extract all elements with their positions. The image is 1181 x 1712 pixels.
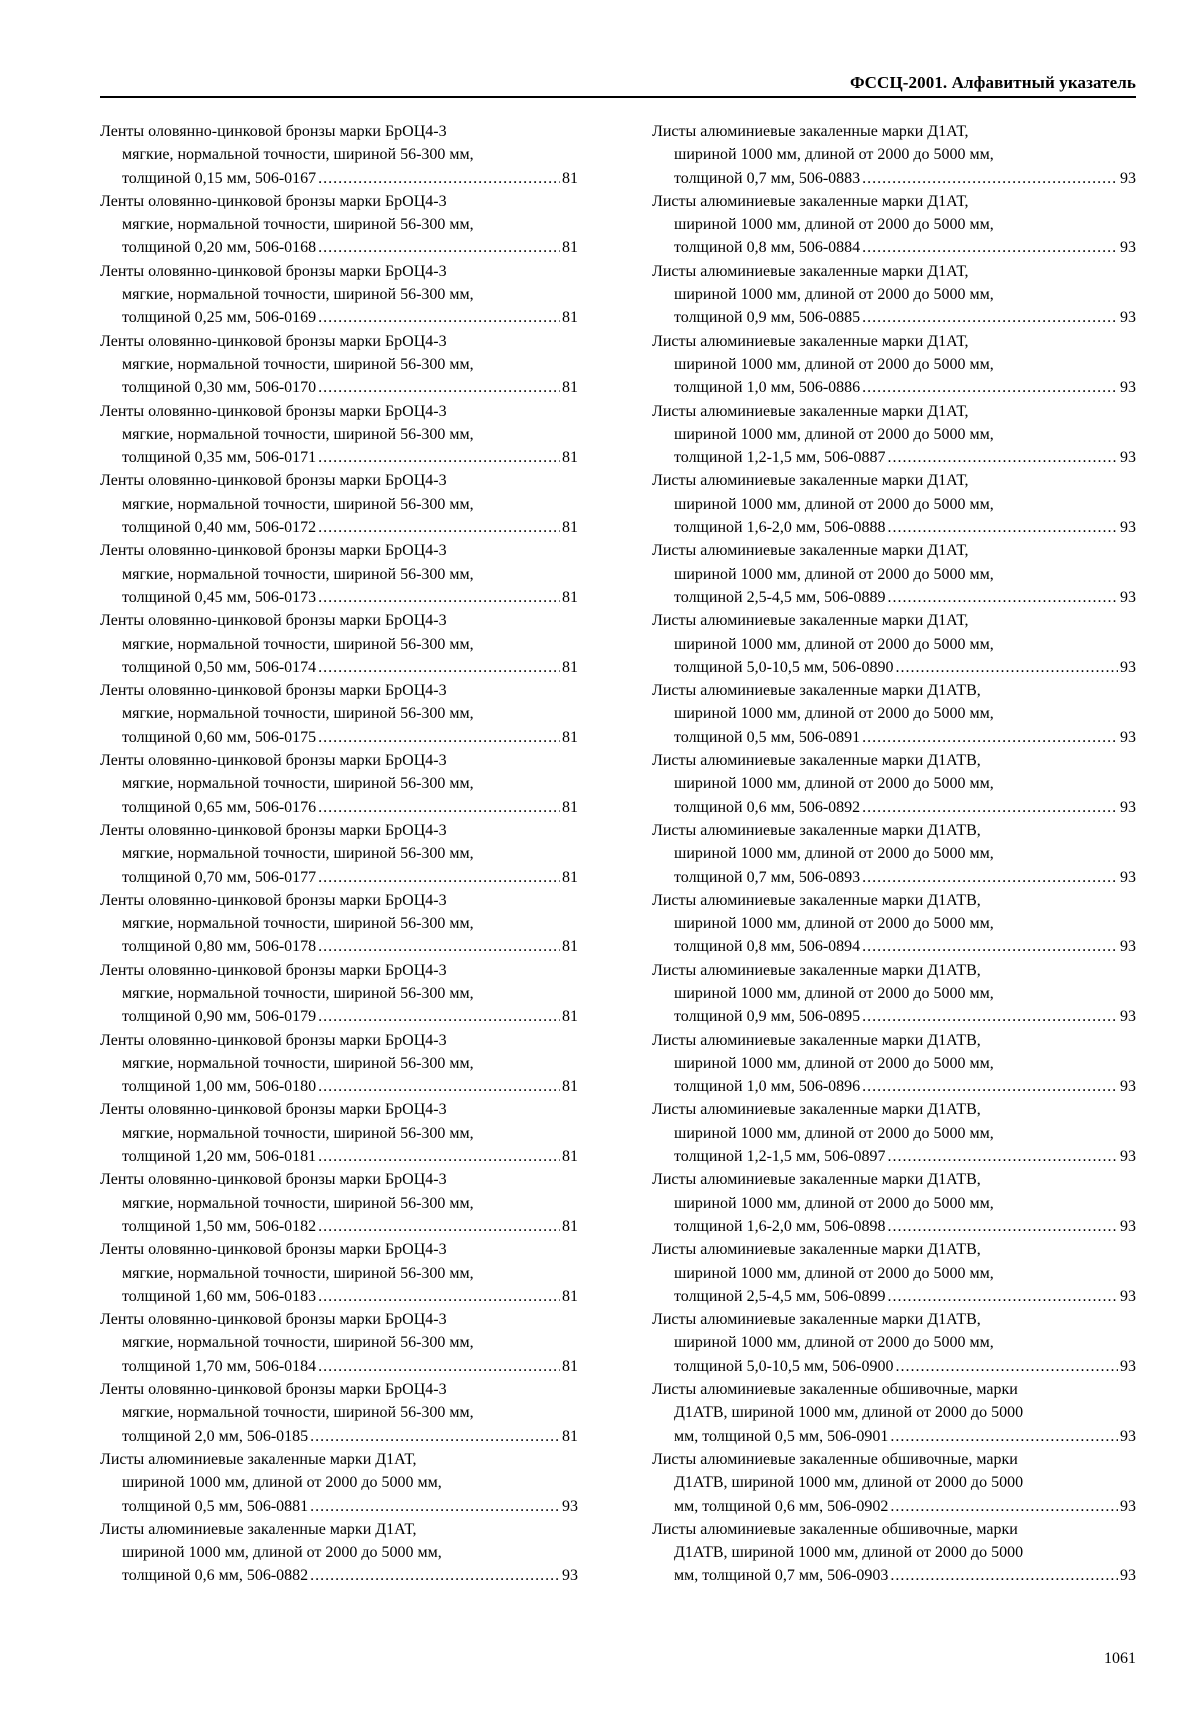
entry-line-3: [100, 1075, 578, 1098]
entry-page-ref: 93: [1120, 239, 1136, 257]
index-entry: [652, 1308, 1136, 1378]
index-entry: [100, 120, 578, 190]
dot-leader: [895, 1355, 1118, 1378]
entry-code: толщиной 0,60 мм, 506-0175: [122, 728, 317, 746]
dot-leader: [318, 726, 560, 749]
index-entry: [100, 400, 578, 470]
entry-code: толщиной 0,65 мм, 506-0176: [122, 798, 317, 816]
entry-line-1: Ленты оловянно-цинковой бронзы марки БрОЦ4-3: [100, 752, 447, 770]
entry-line-2: мягкие, нормальной точности, шириной 56-300 мм,: [122, 495, 474, 513]
entry-code: толщиной 1,6-2,0 мм, 506-0888: [674, 519, 886, 537]
entry-line-1: Листы алюминиевые закаленные марки Д1АТВ,: [652, 1171, 981, 1189]
dot-leader: [310, 1425, 560, 1448]
entry-page-ref: 93: [1120, 519, 1136, 537]
entry-code: толщиной 2,0 мм, 506-0185: [122, 1427, 309, 1445]
entry-code: толщиной 1,50 мм, 506-0182: [122, 1217, 317, 1235]
entry-line-1: Листы алюминиевые закаленные марки Д1АТ,: [652, 192, 969, 210]
entry-page-ref: 93: [1120, 1497, 1136, 1515]
entry-page-ref: 93: [1120, 1008, 1136, 1026]
entry-line-3: [100, 376, 578, 399]
index-entry: [652, 1448, 1136, 1518]
entry-line-1: Листы алюминиевые закаленные обшивочные, марки: [652, 1381, 1018, 1399]
index-entry: [652, 260, 1136, 330]
index-entry: [652, 609, 1136, 679]
entry-line-3: [652, 1145, 1136, 1168]
entry-line-2: мягкие, нормальной точности, шириной 56-300 мм,: [122, 146, 474, 164]
entry-page-ref: 93: [1120, 1427, 1136, 1445]
entry-page-ref: 93: [1120, 1567, 1136, 1585]
entry-line-2: шириной 1000 мм, длиной от 2000 до 5000 мм,: [674, 216, 994, 234]
entry-line-2: шириной 1000 мм, длиной от 2000 до 5000 мм,: [674, 1194, 994, 1212]
entry-page-ref: 93: [562, 1567, 578, 1585]
index-entry: [100, 190, 578, 260]
entry-line-3: [652, 236, 1136, 259]
dot-leader: [318, 306, 560, 329]
entry-line-2: мягкие, нормальной точности, шириной 56-300 мм,: [122, 845, 474, 863]
entry-code: толщиной 0,7 мм, 506-0893: [674, 868, 861, 886]
entry-code: толщиной 0,90 мм, 506-0179: [122, 1008, 317, 1026]
dot-leader: [862, 167, 1118, 190]
entry-code: толщиной 2,5-4,5 мм, 506-0899: [674, 1287, 886, 1305]
entry-line-3: [652, 446, 1136, 469]
entry-line-3: [652, 866, 1136, 889]
entry-page-ref: 81: [562, 1217, 578, 1235]
index-entry: [652, 959, 1136, 1029]
entry-line-1: Листы алюминиевые закаленные марки Д1АТ,: [100, 1450, 417, 1468]
entry-code: толщиной 0,8 мм, 506-0894: [674, 938, 861, 956]
entry-line-1: Листы алюминиевые закаленные марки Д1АТ,: [652, 332, 969, 350]
dot-leader: [310, 1564, 560, 1587]
entry-line-2: мягкие, нормальной точности, шириной 56-300 мм,: [122, 425, 474, 443]
index-entry: [652, 190, 1136, 260]
dot-leader: [318, 866, 560, 889]
index-entry: [100, 819, 578, 889]
entry-line-1: Ленты оловянно-цинковой бронзы марки БрОЦ4-3: [100, 821, 447, 839]
entry-line-2: шириной 1000 мм, длиной от 2000 до 5000 мм,: [674, 286, 994, 304]
dot-leader: [862, 236, 1118, 259]
entry-line-1: Листы алюминиевые закаленные марки Д1АТВ,: [652, 1241, 981, 1259]
dot-leader: [862, 726, 1118, 749]
index-entry: [100, 1168, 578, 1238]
entry-line-3: [100, 446, 578, 469]
entry-line-1: Ленты оловянно-цинковой бронзы марки БрОЦ4-3: [100, 1311, 447, 1329]
header-title: ФССЦ-2001. Алфавитный указатель: [849, 73, 1136, 92]
entry-code: толщиной 0,15 мм, 506-0167: [122, 169, 317, 187]
entry-code: толщиной 0,80 мм, 506-0178: [122, 938, 317, 956]
index-entry: [652, 1098, 1136, 1168]
entry-line-2: шириной 1000 мм, длиной от 2000 до 5000 мм,: [674, 1334, 994, 1352]
entry-page-ref: 81: [562, 1148, 578, 1166]
entry-line-2: шириной 1000 мм, длиной от 2000 до 5000 мм,: [674, 705, 994, 723]
entry-page-ref: 93: [1120, 379, 1136, 397]
index-entry: [652, 749, 1136, 819]
entry-line-2: шириной 1000 мм, длиной от 2000 до 5000 мм,: [674, 565, 994, 583]
entry-line-1: Листы алюминиевые закаленные обшивочные, марки: [652, 1520, 1018, 1538]
entry-line-3: [100, 1355, 578, 1378]
entry-line-3: [100, 1145, 578, 1168]
entry-code: толщиной 1,20 мм, 506-0181: [122, 1148, 317, 1166]
entry-line-1: Ленты оловянно-цинковой бронзы марки БрОЦ4-3: [100, 1241, 447, 1259]
dot-leader: [318, 516, 560, 539]
entry-page-ref: 93: [1120, 1287, 1136, 1305]
index-entry: [652, 1238, 1136, 1308]
dot-leader: [318, 1145, 560, 1168]
dot-leader: [887, 1285, 1118, 1308]
dot-leader: [862, 306, 1118, 329]
entry-page-ref: 93: [1120, 1078, 1136, 1096]
entry-code: толщиной 1,70 мм, 506-0184: [122, 1357, 317, 1375]
entry-line-1: Листы алюминиевые закаленные марки Д1АТ,: [652, 472, 969, 490]
entry-page-ref: 81: [562, 169, 578, 187]
entry-line-2: шириной 1000 мм, длиной от 2000 до 5000 мм,: [122, 1474, 442, 1492]
entry-code: толщиной 0,40 мм, 506-0172: [122, 519, 317, 537]
index-entry: [100, 1378, 578, 1448]
entry-line-1: Ленты оловянно-цинковой бронзы марки БрОЦ4-3: [100, 1031, 447, 1049]
entry-code: толщиной 0,9 мм, 506-0885: [674, 309, 861, 327]
entry-line-3: [652, 376, 1136, 399]
entry-line-3: [652, 167, 1136, 190]
entry-code: толщиной 0,70 мм, 506-0177: [122, 868, 317, 886]
index-entry: [652, 1029, 1136, 1099]
index-column-right: [652, 120, 1136, 1588]
entry-line-1: Ленты оловянно-цинковой бронзы марки БрОЦ4-3: [100, 332, 447, 350]
dot-leader: [318, 1075, 560, 1098]
dot-leader: [318, 167, 560, 190]
entry-code: толщиной 1,2-1,5 мм, 506-0887: [674, 449, 886, 467]
entry-line-2: мягкие, нормальной точности, шириной 56-300 мм,: [122, 1264, 474, 1282]
index-entry: [100, 959, 578, 1029]
dot-leader: [318, 1285, 560, 1308]
entry-line-2: мягкие, нормальной точности, шириной 56-300 мм,: [122, 1124, 474, 1142]
entry-line-3: [652, 306, 1136, 329]
entry-page-ref: 81: [562, 1078, 578, 1096]
entry-line-2: мягкие, нормальной точности, шириной 56-300 мм,: [122, 1404, 474, 1422]
entry-line-2: шириной 1000 мм, длиной от 2000 до 5000 мм,: [122, 1544, 442, 1562]
entry-line-3: [100, 1215, 578, 1238]
entry-line-1: Ленты оловянно-цинковой бронзы марки БрОЦ4-3: [100, 1101, 447, 1119]
index-entry: [100, 889, 578, 959]
entry-line-1: Листы алюминиевые закаленные марки Д1АТВ,: [652, 891, 981, 909]
entry-line-1: Листы алюминиевые закаленные марки Д1АТВ,: [652, 1101, 981, 1119]
entry-page-ref: 81: [562, 379, 578, 397]
entry-line-3: [652, 1285, 1136, 1308]
entry-code: толщиной 0,6 мм, 506-0892: [674, 798, 861, 816]
entry-line-3: [100, 1564, 578, 1587]
index-entry: [652, 1168, 1136, 1238]
entry-line-1: Листы алюминиевые закаленные марки Д1АТ,: [652, 123, 969, 140]
index-entry: [652, 1518, 1136, 1588]
dot-leader: [318, 796, 560, 819]
entry-line-3: [652, 516, 1136, 539]
entry-page-ref: 93: [562, 1497, 578, 1515]
entry-line-3: [652, 726, 1136, 749]
index-entry: [100, 260, 578, 330]
entry-line-2: шириной 1000 мм, длиной от 2000 до 5000 мм,: [674, 635, 994, 653]
entry-line-3: [652, 935, 1136, 958]
entry-line-1: Листы алюминиевые закаленные марки Д1АТ,: [652, 542, 969, 560]
entry-code: толщиной 1,6-2,0 мм, 506-0898: [674, 1217, 886, 1235]
entry-code: мм, толщиной 0,5 мм, 506-0901: [674, 1427, 889, 1445]
entry-line-2: мягкие, нормальной точности, шириной 56-300 мм,: [122, 355, 474, 373]
entry-page-ref: 81: [562, 1008, 578, 1026]
entry-page-ref: 81: [562, 309, 578, 327]
entry-page-ref: 81: [562, 449, 578, 467]
entry-line-3: [100, 796, 578, 819]
entry-page-ref: 93: [1120, 588, 1136, 606]
entry-code: толщиной 2,5-4,5 мм, 506-0889: [674, 588, 886, 606]
entry-page-ref: 81: [562, 798, 578, 816]
entry-line-3: [100, 236, 578, 259]
entry-line-3: [100, 586, 578, 609]
entry-code: толщиной 1,60 мм, 506-0183: [122, 1287, 317, 1305]
dot-leader: [318, 236, 560, 259]
entry-line-2: шириной 1000 мм, длиной от 2000 до 5000 мм,: [674, 1054, 994, 1072]
entry-line-1: Листы алюминиевые закаленные марки Д1АТВ,: [652, 1031, 981, 1049]
entry-code: толщиной 0,20 мм, 506-0168: [122, 239, 317, 257]
entry-code: толщиной 0,30 мм, 506-0170: [122, 379, 317, 397]
entry-page-ref: 81: [562, 868, 578, 886]
index-entry: [100, 469, 578, 539]
index-entry: [100, 330, 578, 400]
entry-line-1: Ленты оловянно-цинковой бронзы марки БрОЦ4-3: [100, 891, 447, 909]
dot-leader: [862, 866, 1118, 889]
dot-leader: [887, 516, 1118, 539]
entry-page-ref: 93: [1120, 1148, 1136, 1166]
index-entry: [652, 400, 1136, 470]
entry-line-2: мягкие, нормальной точности, шириной 56-300 мм,: [122, 1054, 474, 1072]
dot-leader: [890, 1495, 1118, 1518]
entry-line-2: Д1АТВ, шириной 1000 мм, длиной от 2000 до 5000: [674, 1474, 1024, 1492]
entry-line-2: шириной 1000 мм, длиной от 2000 до 5000 мм,: [674, 495, 994, 513]
index-column-left: [100, 120, 578, 1588]
index-entry: [100, 1098, 578, 1168]
entry-line-1: Листы алюминиевые закаленные марки Д1АТ,: [652, 402, 969, 420]
entry-line-1: Ленты оловянно-цинковой бронзы марки БрОЦ4-3: [100, 192, 447, 210]
entry-line-1: Листы алюминиевые закаленные марки Д1АТ,: [652, 612, 969, 630]
entry-line-1: Листы алюминиевые закаленные марки Д1АТВ,: [652, 752, 981, 770]
entry-line-3: [100, 1495, 578, 1518]
entry-code: толщиной 1,0 мм, 506-0896: [674, 1078, 861, 1096]
entry-line-2: мягкие, нормальной точности, шириной 56-300 мм,: [122, 775, 474, 793]
page-header: [100, 66, 1136, 98]
entry-code: толщиной 0,35 мм, 506-0171: [122, 449, 317, 467]
entry-page-ref: 81: [562, 728, 578, 746]
dot-leader: [887, 586, 1118, 609]
entry-line-2: шириной 1000 мм, длиной от 2000 до 5000 мм,: [674, 984, 994, 1002]
dot-leader: [318, 1005, 560, 1028]
dot-leader: [318, 376, 560, 399]
index-entry: [100, 1518, 578, 1588]
entry-line-2: шириной 1000 мм, длиной от 2000 до 5000 мм,: [674, 146, 994, 164]
entry-line-1: Ленты оловянно-цинковой бронзы марки БрОЦ4-3: [100, 961, 447, 979]
index-entry: [100, 1308, 578, 1378]
dot-leader: [887, 1145, 1118, 1168]
index-entry: [100, 679, 578, 749]
entry-line-1: Листы алюминиевые закаленные обшивочные, марки: [652, 1450, 1018, 1468]
entry-line-2: мягкие, нормальной точности, шириной 56-300 мм,: [122, 635, 474, 653]
entry-line-2: шириной 1000 мм, длиной от 2000 до 5000 мм,: [674, 915, 994, 933]
entry-code: толщиной 0,5 мм, 506-0891: [674, 728, 861, 746]
entry-line-3: [100, 866, 578, 889]
entry-line-1: Ленты оловянно-цинковой бронзы марки БрОЦ4-3: [100, 402, 447, 420]
entry-line-2: шириной 1000 мм, длиной от 2000 до 5000 мм,: [674, 845, 994, 863]
entry-page-ref: 93: [1120, 309, 1136, 327]
entry-line-1: Листы алюминиевые закаленные марки Д1АТ,: [100, 1520, 417, 1538]
entry-code: толщиной 1,0 мм, 506-0886: [674, 379, 861, 397]
entry-page-ref: 81: [562, 1427, 578, 1445]
entry-line-2: мягкие, нормальной точности, шириной 56-300 мм,: [122, 1194, 474, 1212]
entry-page-ref: 93: [1120, 169, 1136, 187]
entry-line-2: шириной 1000 мм, длиной от 2000 до 5000 мм,: [674, 775, 994, 793]
entry-line-2: мягкие, нормальной точности, шириной 56-300 мм,: [122, 565, 474, 583]
entry-line-2: шириной 1000 мм, длиной от 2000 до 5000 мм,: [674, 425, 994, 443]
index-entry: [652, 539, 1136, 609]
entry-line-1: Листы алюминиевые закаленные марки Д1АТВ,: [652, 961, 981, 979]
entry-line-2: Д1АТВ, шириной 1000 мм, длиной от 2000 до 5000: [674, 1404, 1024, 1422]
dot-leader: [887, 446, 1118, 469]
entry-page-ref: 93: [1120, 1217, 1136, 1235]
dot-leader: [318, 1355, 560, 1378]
index-entry: [652, 469, 1136, 539]
entry-line-3: [652, 1075, 1136, 1098]
entry-code: толщиной 0,7 мм, 506-0883: [674, 169, 861, 187]
dot-leader: [318, 1215, 560, 1238]
entry-code: толщиной 0,50 мм, 506-0174: [122, 658, 317, 676]
entry-page-ref: 93: [1120, 728, 1136, 746]
dot-leader: [862, 376, 1118, 399]
entry-page-ref: 93: [1120, 938, 1136, 956]
entry-line-3: [100, 306, 578, 329]
entry-code: толщиной 5,0-10,5 мм, 506-0900: [674, 1357, 894, 1375]
entry-line-3: [100, 516, 578, 539]
entry-code: толщиной 0,9 мм, 506-0895: [674, 1008, 861, 1026]
entry-line-1: Ленты оловянно-цинковой бронзы марки БрОЦ4-3: [100, 682, 447, 700]
entry-line-3: [652, 1005, 1136, 1028]
entry-page-ref: 93: [1120, 449, 1136, 467]
entry-line-2: шириной 1000 мм, длиной от 2000 до 5000 мм,: [674, 1124, 994, 1142]
entry-code: толщиной 0,8 мм, 506-0884: [674, 239, 861, 257]
index-entry: [100, 1238, 578, 1308]
entry-line-2: мягкие, нормальной точности, шириной 56-300 мм,: [122, 1334, 474, 1352]
entry-page-ref: 81: [562, 1287, 578, 1305]
dot-leader: [310, 1495, 560, 1518]
index-entry: [652, 889, 1136, 959]
entry-line-1: Ленты оловянно-цинковой бронзы марки БрОЦ4-3: [100, 472, 447, 490]
entry-page-ref: 81: [562, 938, 578, 956]
entry-line-3: [652, 1355, 1136, 1378]
entry-line-1: Листы алюминиевые закаленные марки Д1АТВ,: [652, 1311, 981, 1329]
entry-page-ref: 93: [1120, 1357, 1136, 1375]
index-entry: [652, 1378, 1136, 1448]
entry-line-2: Д1АТВ, шириной 1000 мм, длиной от 2000 до 5000: [674, 1544, 1024, 1562]
dot-leader: [862, 796, 1118, 819]
index-entry: [100, 609, 578, 679]
index-entry: [652, 120, 1136, 190]
dot-leader: [890, 1425, 1118, 1448]
entry-line-3: [100, 656, 578, 679]
index-entry: [100, 539, 578, 609]
entry-line-3: [100, 935, 578, 958]
entry-page-ref: 93: [1120, 658, 1136, 676]
entry-line-2: шириной 1000 мм, длиной от 2000 до 5000 мм,: [674, 1264, 994, 1282]
entry-line-3: [652, 796, 1136, 819]
entry-code: толщиной 1,00 мм, 506-0180: [122, 1078, 317, 1096]
entry-code: толщиной 0,6 мм, 506-0882: [122, 1567, 309, 1585]
entry-line-1: Ленты оловянно-цинковой бронзы марки БрОЦ4-3: [100, 123, 447, 140]
entry-page-ref: 93: [1120, 798, 1136, 816]
dot-leader: [895, 656, 1118, 679]
entry-line-1: Ленты оловянно-цинковой бронзы марки БрОЦ4-3: [100, 542, 447, 560]
entry-line-2: мягкие, нормальной точности, шириной 56-300 мм,: [122, 705, 474, 723]
entry-code: толщиной 0,5 мм, 506-0881: [122, 1497, 309, 1515]
entry-line-1: Листы алюминиевые закаленные марки Д1АТВ,: [652, 682, 981, 700]
dot-leader: [318, 446, 560, 469]
index-entry: [100, 749, 578, 819]
dot-leader: [318, 935, 560, 958]
entry-line-1: Ленты оловянно-цинковой бронзы марки БрОЦ4-3: [100, 612, 447, 630]
entry-line-3: [652, 656, 1136, 679]
page-number: 1061: [1104, 1650, 1136, 1667]
entry-code: толщиной 5,0-10,5 мм, 506-0890: [674, 658, 894, 676]
entry-code: мм, толщиной 0,7 мм, 506-0903: [674, 1567, 889, 1585]
entry-page-ref: 81: [562, 1357, 578, 1375]
entry-line-3: [100, 1005, 578, 1028]
index-entry: [652, 679, 1136, 749]
index-entry: [100, 1029, 578, 1099]
entry-line-2: мягкие, нормальной точности, шириной 56-300 мм,: [122, 984, 474, 1002]
entry-code: толщиной 1,2-1,5 мм, 506-0897: [674, 1148, 886, 1166]
entry-page-ref: 93: [1120, 868, 1136, 886]
dot-leader: [887, 1215, 1118, 1238]
entry-line-3: [100, 167, 578, 190]
dot-leader: [318, 586, 560, 609]
entry-line-3: [652, 586, 1136, 609]
entry-line-2: шириной 1000 мм, длиной от 2000 до 5000 мм,: [674, 355, 994, 373]
index-entry: [652, 330, 1136, 400]
dot-leader: [862, 1005, 1118, 1028]
entry-line-1: Ленты оловянно-цинковой бронзы марки БрОЦ4-3: [100, 1381, 447, 1399]
entry-line-2: мягкие, нормальной точности, шириной 56-300 мм,: [122, 216, 474, 234]
dot-leader: [862, 1075, 1118, 1098]
index-entry: [652, 819, 1136, 889]
entry-code: толщиной 0,45 мм, 506-0173: [122, 588, 317, 606]
entry-line-2: мягкие, нормальной точности, шириной 56-300 мм,: [122, 915, 474, 933]
entry-line-3: [100, 1425, 578, 1448]
dot-leader: [862, 935, 1118, 958]
entry-line-1: Листы алюминиевые закаленные марки Д1АТВ,: [652, 821, 981, 839]
dot-leader: [890, 1564, 1118, 1587]
index-entry: [100, 1448, 578, 1518]
dot-leader: [318, 656, 560, 679]
entry-page-ref: 81: [562, 519, 578, 537]
entry-code: мм, толщиной 0,6 мм, 506-0902: [674, 1497, 889, 1515]
entry-line-3: [652, 1215, 1136, 1238]
entry-page-ref: 81: [562, 239, 578, 257]
entry-line-1: Листы алюминиевые закаленные марки Д1АТ,: [652, 262, 969, 280]
entry-line-2: мягкие, нормальной точности, шириной 56-300 мм,: [122, 286, 474, 304]
entry-line-3: [652, 1425, 1136, 1448]
entry-line-1: Ленты оловянно-цинковой бронзы марки БрОЦ4-3: [100, 262, 447, 280]
entry-page-ref: 81: [562, 588, 578, 606]
entry-line-3: [100, 726, 578, 749]
entry-line-3: [652, 1564, 1136, 1587]
entry-code: толщиной 0,25 мм, 506-0169: [122, 309, 317, 327]
entry-line-1: Ленты оловянно-цинковой бронзы марки БрОЦ4-3: [100, 1171, 447, 1189]
entry-line-3: [100, 1285, 578, 1308]
entry-page-ref: 81: [562, 658, 578, 676]
entry-line-3: [652, 1495, 1136, 1518]
